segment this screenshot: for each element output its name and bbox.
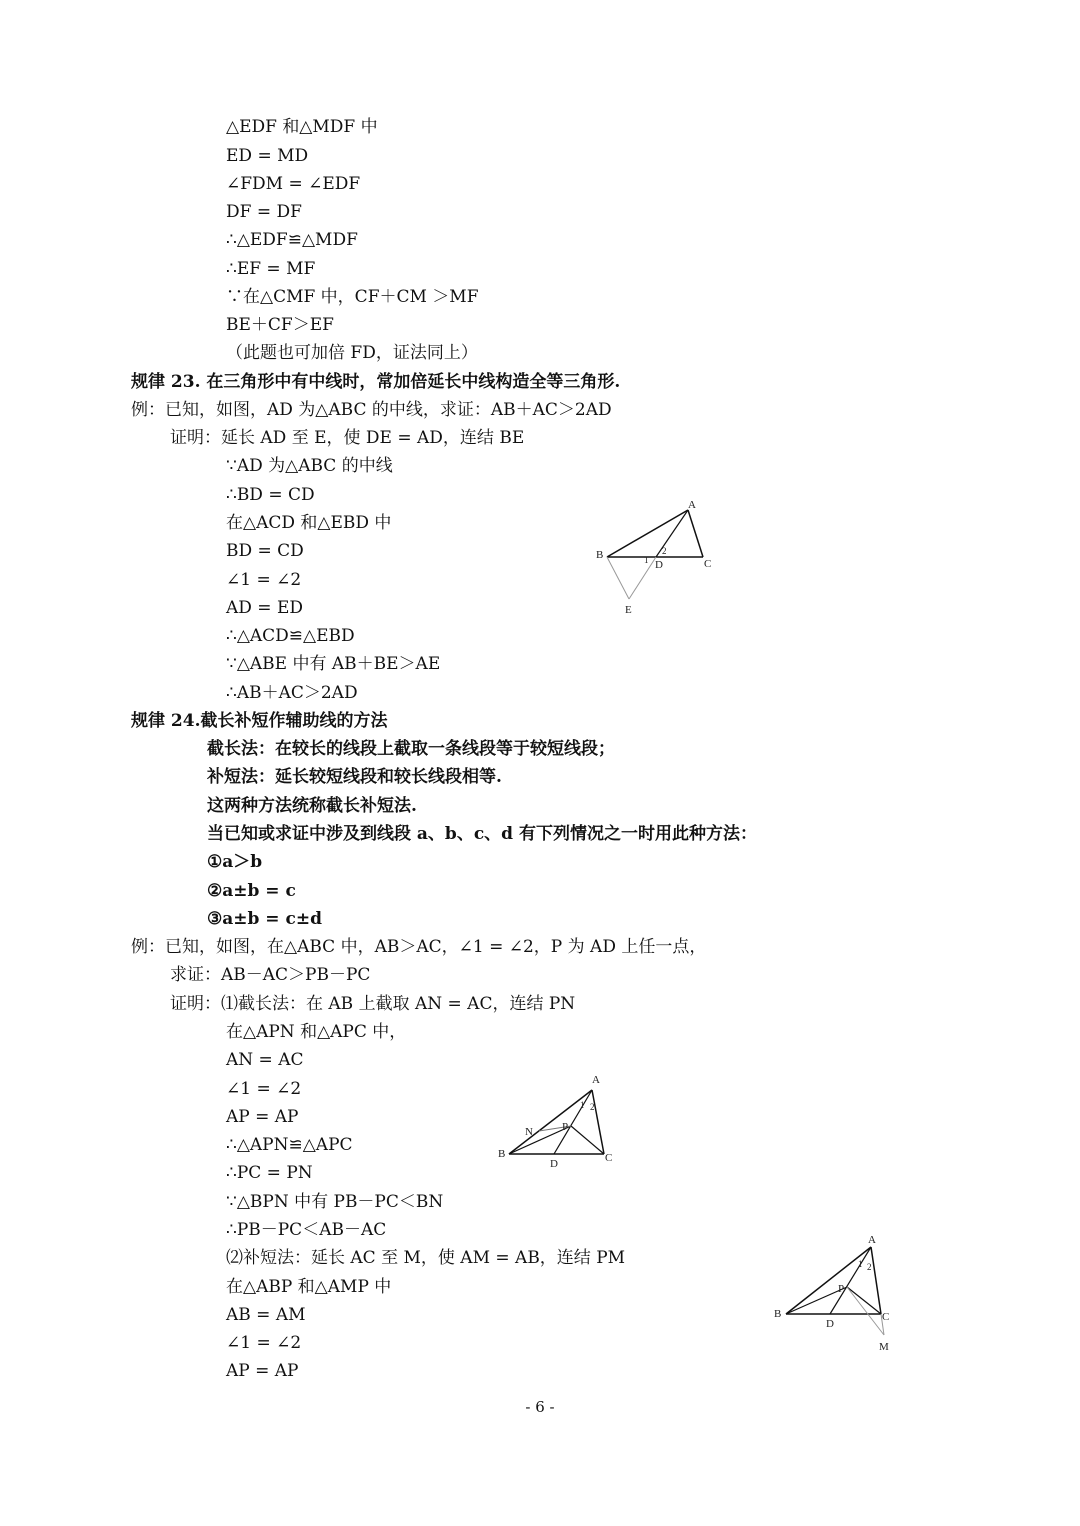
rule-24-line-3: 这两种方法统称截长补短法. xyxy=(207,796,417,816)
fig3-angle-1: 1 xyxy=(858,1259,863,1269)
line-3: ∠FDM = ∠EDF xyxy=(226,174,361,194)
fig1-label-b: B xyxy=(596,549,604,561)
line-39: ∵△BPN 中有 PB－PC＜BN xyxy=(226,1192,444,1212)
line-9: （此题也可加倍 FD，证法同上） xyxy=(226,343,478,363)
line-17: ∠1 = ∠2 xyxy=(226,570,302,590)
example-2-prove: 求证：AB－AC＞PB－PC xyxy=(170,965,371,985)
fig2-angle-2: 2 xyxy=(590,1102,595,1112)
proof-2-start: 证明：⑴截长法：在 AB 上截取 AN = AC，连结 PN xyxy=(170,994,576,1014)
line-8: BE＋CF＞EF xyxy=(226,315,334,335)
line-15: 在△ACD 和△EBD 中 xyxy=(226,513,392,533)
line-18: AD = ED xyxy=(226,598,303,618)
line-42: 在△ABP 和△AMP 中 xyxy=(226,1277,392,1297)
line-13: ∵AD 为△ABC 的中线 xyxy=(226,456,393,476)
fig3-label-b: B xyxy=(774,1308,782,1320)
fig2-angle-1: 1 xyxy=(580,1100,585,1110)
fig1-angle-1: 1 xyxy=(644,555,649,565)
fig2-label-n: N xyxy=(525,1126,533,1138)
line-1: △EDF 和△MDF 中 xyxy=(226,117,378,137)
case-1: ①a＞b xyxy=(207,852,263,872)
fig2-label-d: D xyxy=(550,1158,558,1170)
line-20: ∵△ABE 中有 AB＋BE＞AE xyxy=(226,654,441,674)
fig1-label-c: C xyxy=(704,558,712,570)
fig3-label-c: C xyxy=(882,1311,890,1323)
fig2-label-p: P xyxy=(562,1121,569,1133)
page-number: - 6 - xyxy=(525,1398,555,1416)
rule-24-heading: 规律 24.截长补短作辅助线的方法 xyxy=(131,711,388,731)
line-37: ∴△APN≌△APC xyxy=(226,1135,353,1155)
line-2: ED = MD xyxy=(226,146,309,166)
fig1-angle-2: 2 xyxy=(662,546,667,556)
fig2-label-b: B xyxy=(498,1148,506,1160)
proof-1-start: 证明：延长 AD 至 E，使 DE = AD，连结 BE xyxy=(170,428,525,448)
line-34: AN = AC xyxy=(226,1050,304,1070)
example-2-statement: 例：已知，如图，在△ABC 中，AB＞AC，∠1 = ∠2，P 为 AD 上任一点， xyxy=(131,937,707,957)
case-3: ③a±b = c±d xyxy=(207,909,322,929)
rule-24-line-1: 截长法：在较长的线段上截取一条线段等于较短线段； xyxy=(207,739,615,759)
figure-cut-long-method xyxy=(495,1070,625,1175)
line-16: BD = CD xyxy=(226,541,304,561)
line-40: ∴PB－PC＜AB－AC xyxy=(226,1220,387,1240)
line-21: ∴AB＋AC＞2AD xyxy=(226,683,358,703)
fig3-label-a: A xyxy=(868,1234,876,1246)
line-38: ∴PC = PN xyxy=(226,1163,313,1183)
rule-23-heading: 规律 23. 在三角形中有中线时，常加倍延长中线构造全等三角形. xyxy=(131,372,621,392)
line-19: ∴△ACD≌△EBD xyxy=(226,626,355,646)
rule-24-line-4: 当已知或求证中涉及到线段 a、b、c、d 有下列情况之一时用此种方法： xyxy=(207,824,757,844)
figure-extend-short-method xyxy=(770,1230,910,1360)
fig1-label-e: E xyxy=(625,604,632,616)
line-7: ∵在△CMF 中，CF＋CM ＞MF xyxy=(226,287,479,307)
example-1-statement: 例：已知，如图，AD 为△ABC 的中线，求证：AB＋AC＞2AD xyxy=(131,400,612,420)
line-43: AB = AM xyxy=(226,1305,306,1325)
figure-median-extension xyxy=(590,495,720,620)
line-35: ∠1 = ∠2 xyxy=(226,1079,302,1099)
fig1-label-a: A xyxy=(688,499,696,511)
line-6: ∴EF = MF xyxy=(226,259,316,279)
fig3-label-m: M xyxy=(879,1341,889,1353)
line-44: ∠1 = ∠2 xyxy=(226,1333,302,1353)
fig3-angle-2: 2 xyxy=(867,1262,872,1272)
line-5: ∴△EDF≌△MDF xyxy=(226,230,358,250)
line-36: AP = AP xyxy=(226,1107,299,1127)
fig2-label-c: C xyxy=(605,1152,613,1164)
line-4: DF = DF xyxy=(226,202,302,222)
line-41: ⑵补短法：延长 AC 至 M，使 AM = AB，连结 PM xyxy=(226,1248,626,1268)
fig1-label-d: D xyxy=(655,559,663,571)
case-2: ②a±b = c xyxy=(207,881,296,901)
rule-24-line-2: 补短法：延长较短线段和较长线段相等. xyxy=(207,767,502,787)
line-14: ∴BD = CD xyxy=(226,485,315,505)
fig3-label-p: P xyxy=(838,1283,845,1295)
fig3-label-d: D xyxy=(826,1318,834,1330)
line-45: AP = AP xyxy=(226,1361,299,1381)
fig2-label-a: A xyxy=(592,1074,600,1086)
line-33: 在△APN 和△APC 中， xyxy=(226,1022,407,1042)
